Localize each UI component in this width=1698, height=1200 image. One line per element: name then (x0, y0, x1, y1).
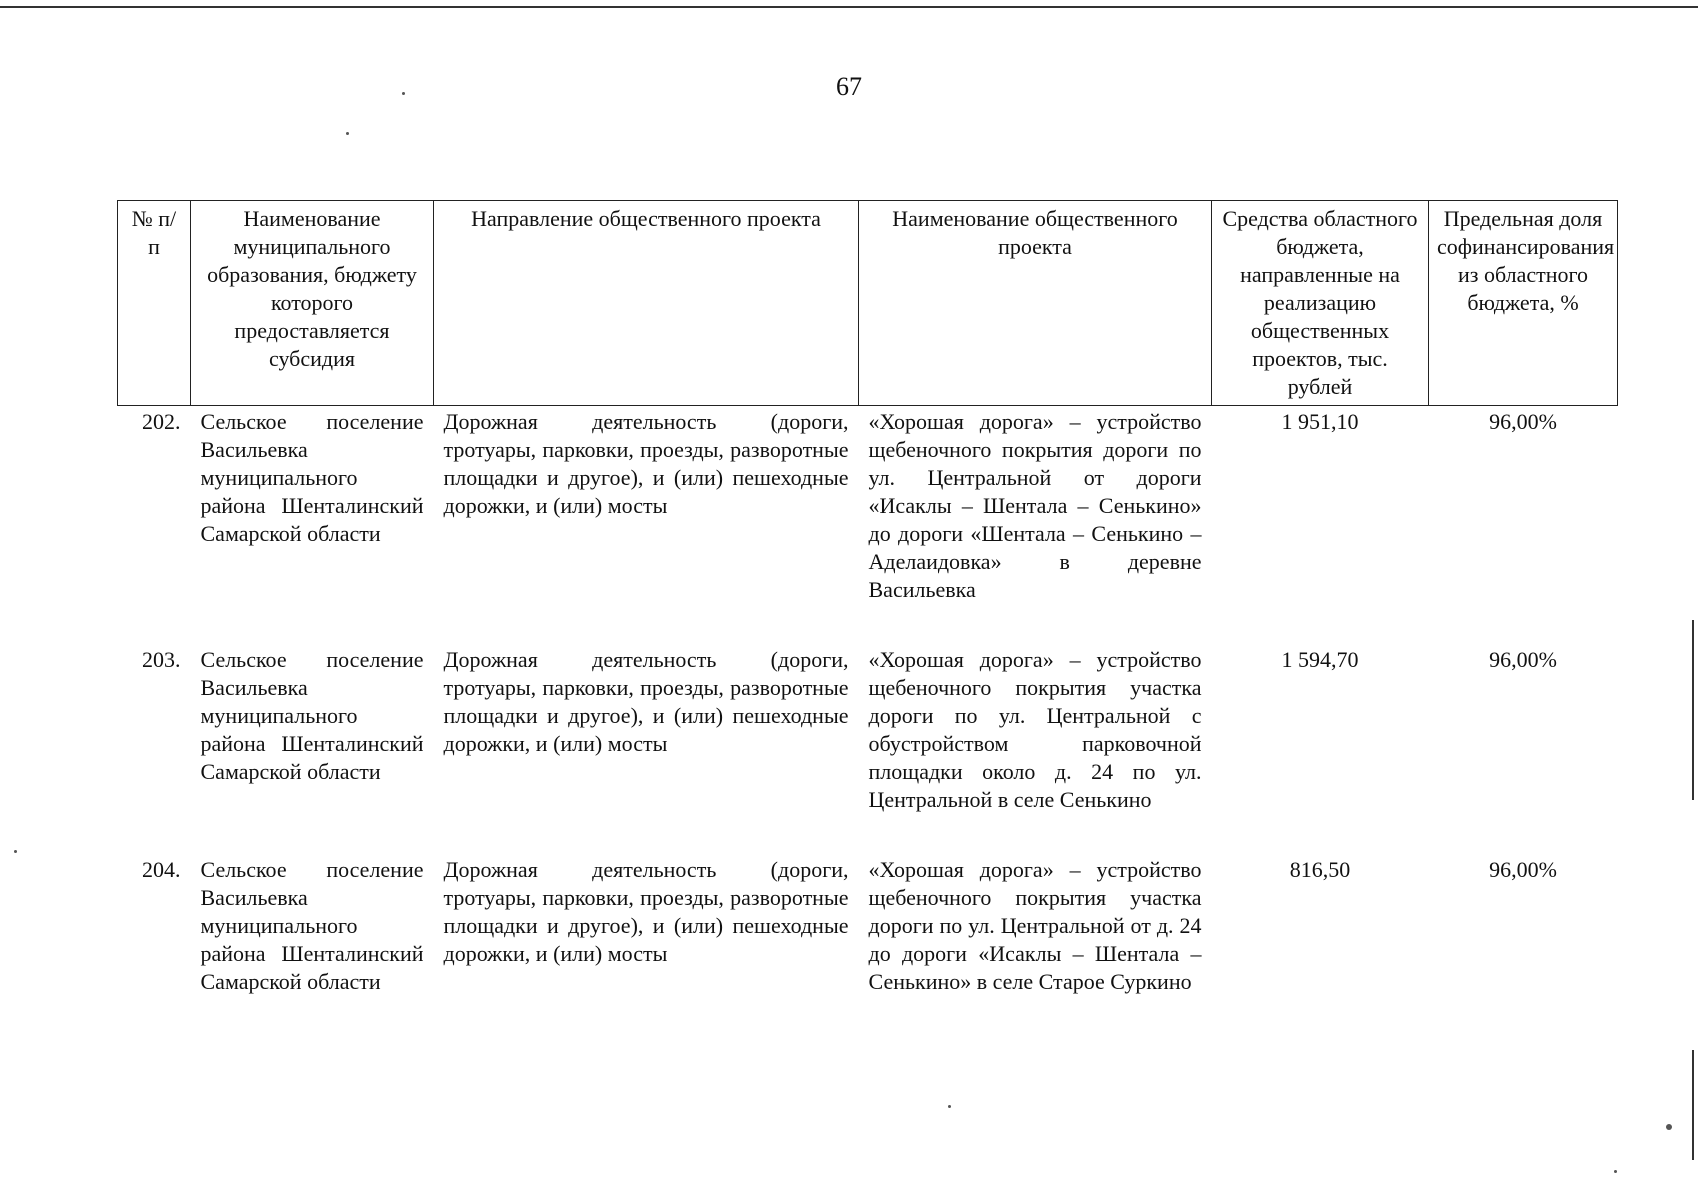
table-row (118, 644, 1618, 814)
projects-table (117, 200, 1618, 996)
row-direction: Дорожная деятельность (дороги, тротуары, парковки, проезды, разворотные площадки и другое), и (или) пешеходные дорожки, и (или) мосты (443, 647, 849, 756)
row-direction: Дорожная деятельность (дороги, тротуары, парковки, проезды, разворотные площадки и другое), и (или) пешеходные дорожки, и (или) мосты (443, 409, 849, 518)
row-number: 202. (142, 409, 181, 434)
scan-edge-mark (1692, 1050, 1694, 1160)
row-funds: 1 951,10 (1281, 409, 1359, 434)
row-project-name: «Хорошая дорога» – устройство щебеночного покрытия участка дороги по ул. Центральной от д. 24 до дороги «Исаклы – Шентала – Сенькино» в селе Старое Суркино (868, 857, 1202, 994)
row-municipality: Сельское поселение Васильевка муниципального района Шенталинский Самарской области (200, 647, 424, 784)
row-municipality: Сельское поселение Васильевка муниципального района Шенталинский Самарской области (200, 409, 424, 546)
scan-speck (346, 132, 349, 135)
scan-speck (948, 1105, 951, 1108)
row-share: 96,00% (1489, 857, 1557, 882)
row-direction: Дорожная деятельность (дороги, тротуары, парковки, проезды, разворотные площадки и другое), и (или) пешеходные дорожки, и (или) мосты (443, 857, 849, 966)
row-project-name: «Хорошая дорога» – устройство щебеночного покрытия дороги по ул. Центральной от дороги «Исаклы – Шентала – Сенькино» до дороги «Шентала – Сенькино – Аделаидовка» в деревне Васильевка (868, 409, 1202, 602)
table-row (118, 406, 1618, 605)
row-spacer (118, 814, 1618, 854)
scan-edge-mark (1692, 620, 1694, 800)
scan-speck (1614, 1170, 1617, 1173)
table-row (118, 854, 1618, 996)
header-project-name: Наименование общественного проекта (859, 201, 1212, 406)
header-municipality: Наименование муниципального образования, бюджету которого предоставляется субсидия (191, 201, 434, 406)
row-number: 204. (142, 857, 181, 882)
row-share: 96,00% (1489, 409, 1557, 434)
row-number: 203. (142, 647, 181, 672)
scan-speck (14, 850, 17, 853)
header-funds: Средства областного бюджета, направленные на реализацию общественных проектов, тыс. рублей (1212, 201, 1429, 406)
scan-speck (1666, 1124, 1672, 1130)
scan-top-border (0, 6, 1698, 8)
row-share: 96,00% (1489, 647, 1557, 672)
row-spacer (118, 604, 1618, 644)
row-funds: 816,50 (1289, 857, 1351, 882)
header-number: № п/п (118, 201, 191, 406)
row-municipality: Сельское поселение Васильевка муниципального района Шенталинский Самарской области (200, 857, 424, 994)
row-project-name: «Хорошая дорога» – устройство щебеночного покрытия участка дороги по ул. Центральной с обустройством парковочной площадки около д. 24 по ул. Центральной в селе Сенькино (868, 647, 1202, 812)
header-direction: Направление общественного проекта (434, 201, 859, 406)
header-share: Предельная доля софинансирования из областного бюджета, % (1429, 201, 1618, 406)
row-funds: 1 594,70 (1281, 647, 1359, 672)
table-header-row (118, 201, 1618, 406)
page-number: 67 (836, 72, 862, 101)
